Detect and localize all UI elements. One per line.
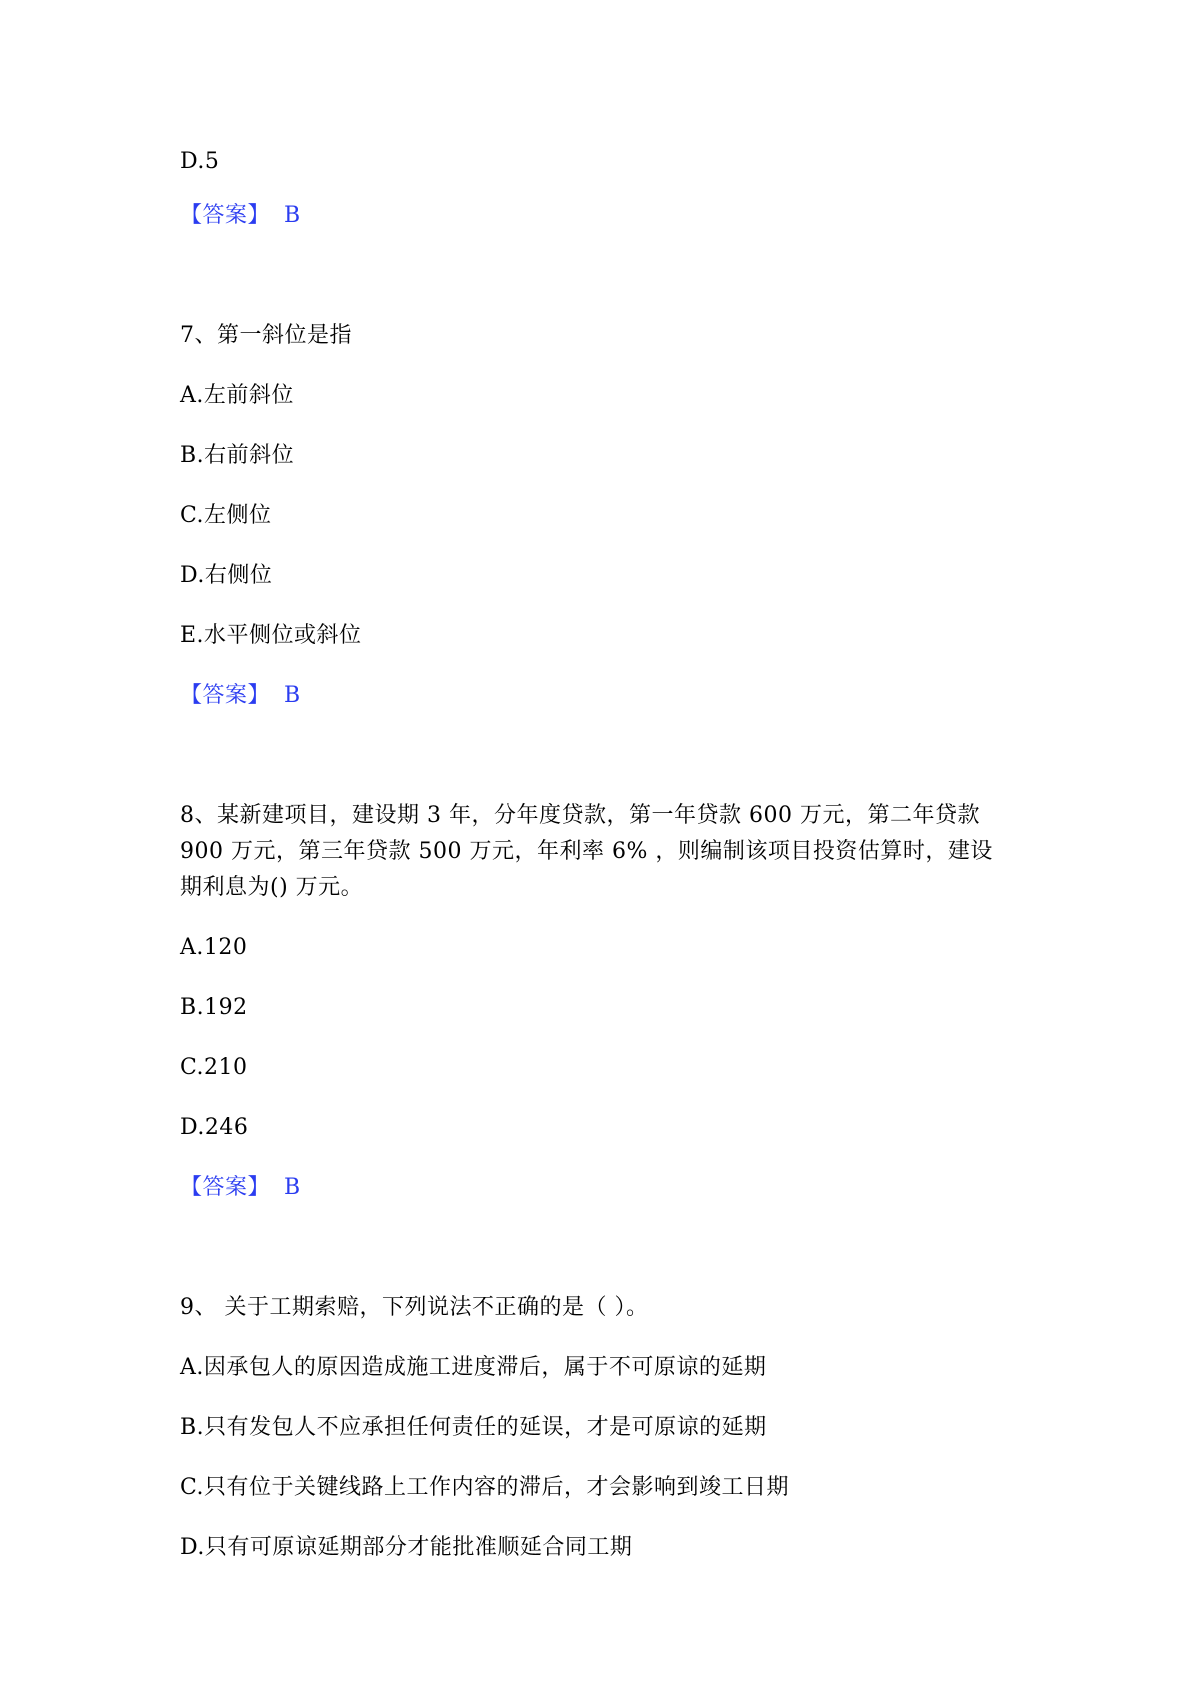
q8-option-a: A.120 xyxy=(180,935,248,960)
q8-question-line-3: 期利息为() 万元。 xyxy=(180,875,364,900)
q9-option-c: C.只有位于关键线路上工作内容的滞后，才会影响到竣工日期 xyxy=(180,1475,790,1500)
q7-option-b: B.右前斜位 xyxy=(180,443,295,468)
q7-question: 7、第一斜位是指 xyxy=(180,323,352,348)
q8-option-c: C.210 xyxy=(180,1055,248,1080)
q6-answer xyxy=(180,200,301,232)
q9-option-b: B.只有发包人不应承担任何责任的延误，才是可原谅的延期 xyxy=(180,1415,767,1440)
answer-label: 【答案】 xyxy=(180,1175,271,1200)
answer-label: 【答案】 xyxy=(180,683,271,708)
q8-option-d: D.246 xyxy=(180,1115,249,1140)
q7-answer xyxy=(180,680,301,712)
q7-option-c: C.左侧位 xyxy=(180,503,272,528)
q8-answer xyxy=(180,1172,301,1204)
answer-value: B xyxy=(284,1175,301,1200)
q9-question: 9、 关于工期索赔，下列说法不正确的是（ ）。 xyxy=(180,1295,649,1320)
q7-option-a: A.左前斜位 xyxy=(180,383,294,408)
answer-value: B xyxy=(284,683,301,708)
q6-option-d: D.5 xyxy=(180,149,220,174)
q7-option-e: E.水平侧位或斜位 xyxy=(180,623,362,648)
q8-question-line-1: 8、某新建项目，建设期 3 年，分年度贷款，第一年贷款 600 万元，第二年贷款 xyxy=(180,803,980,828)
answer-value: B xyxy=(284,203,301,228)
q9-option-d: D.只有可原谅延期部分才能批准顺延合同工期 xyxy=(180,1535,633,1560)
q7-option-d: D.右侧位 xyxy=(180,563,273,588)
q8-option-b: B.192 xyxy=(180,995,248,1020)
q9-option-a: A.因承包人的原因造成施工进度滞后，属于不可原谅的延期 xyxy=(180,1355,767,1380)
answer-label: 【答案】 xyxy=(180,203,271,228)
q8-question-line-2: 900 万元，第三年贷款 500 万元，年利率 6% ，则编制该项目投资估算时，建设 xyxy=(180,839,993,864)
